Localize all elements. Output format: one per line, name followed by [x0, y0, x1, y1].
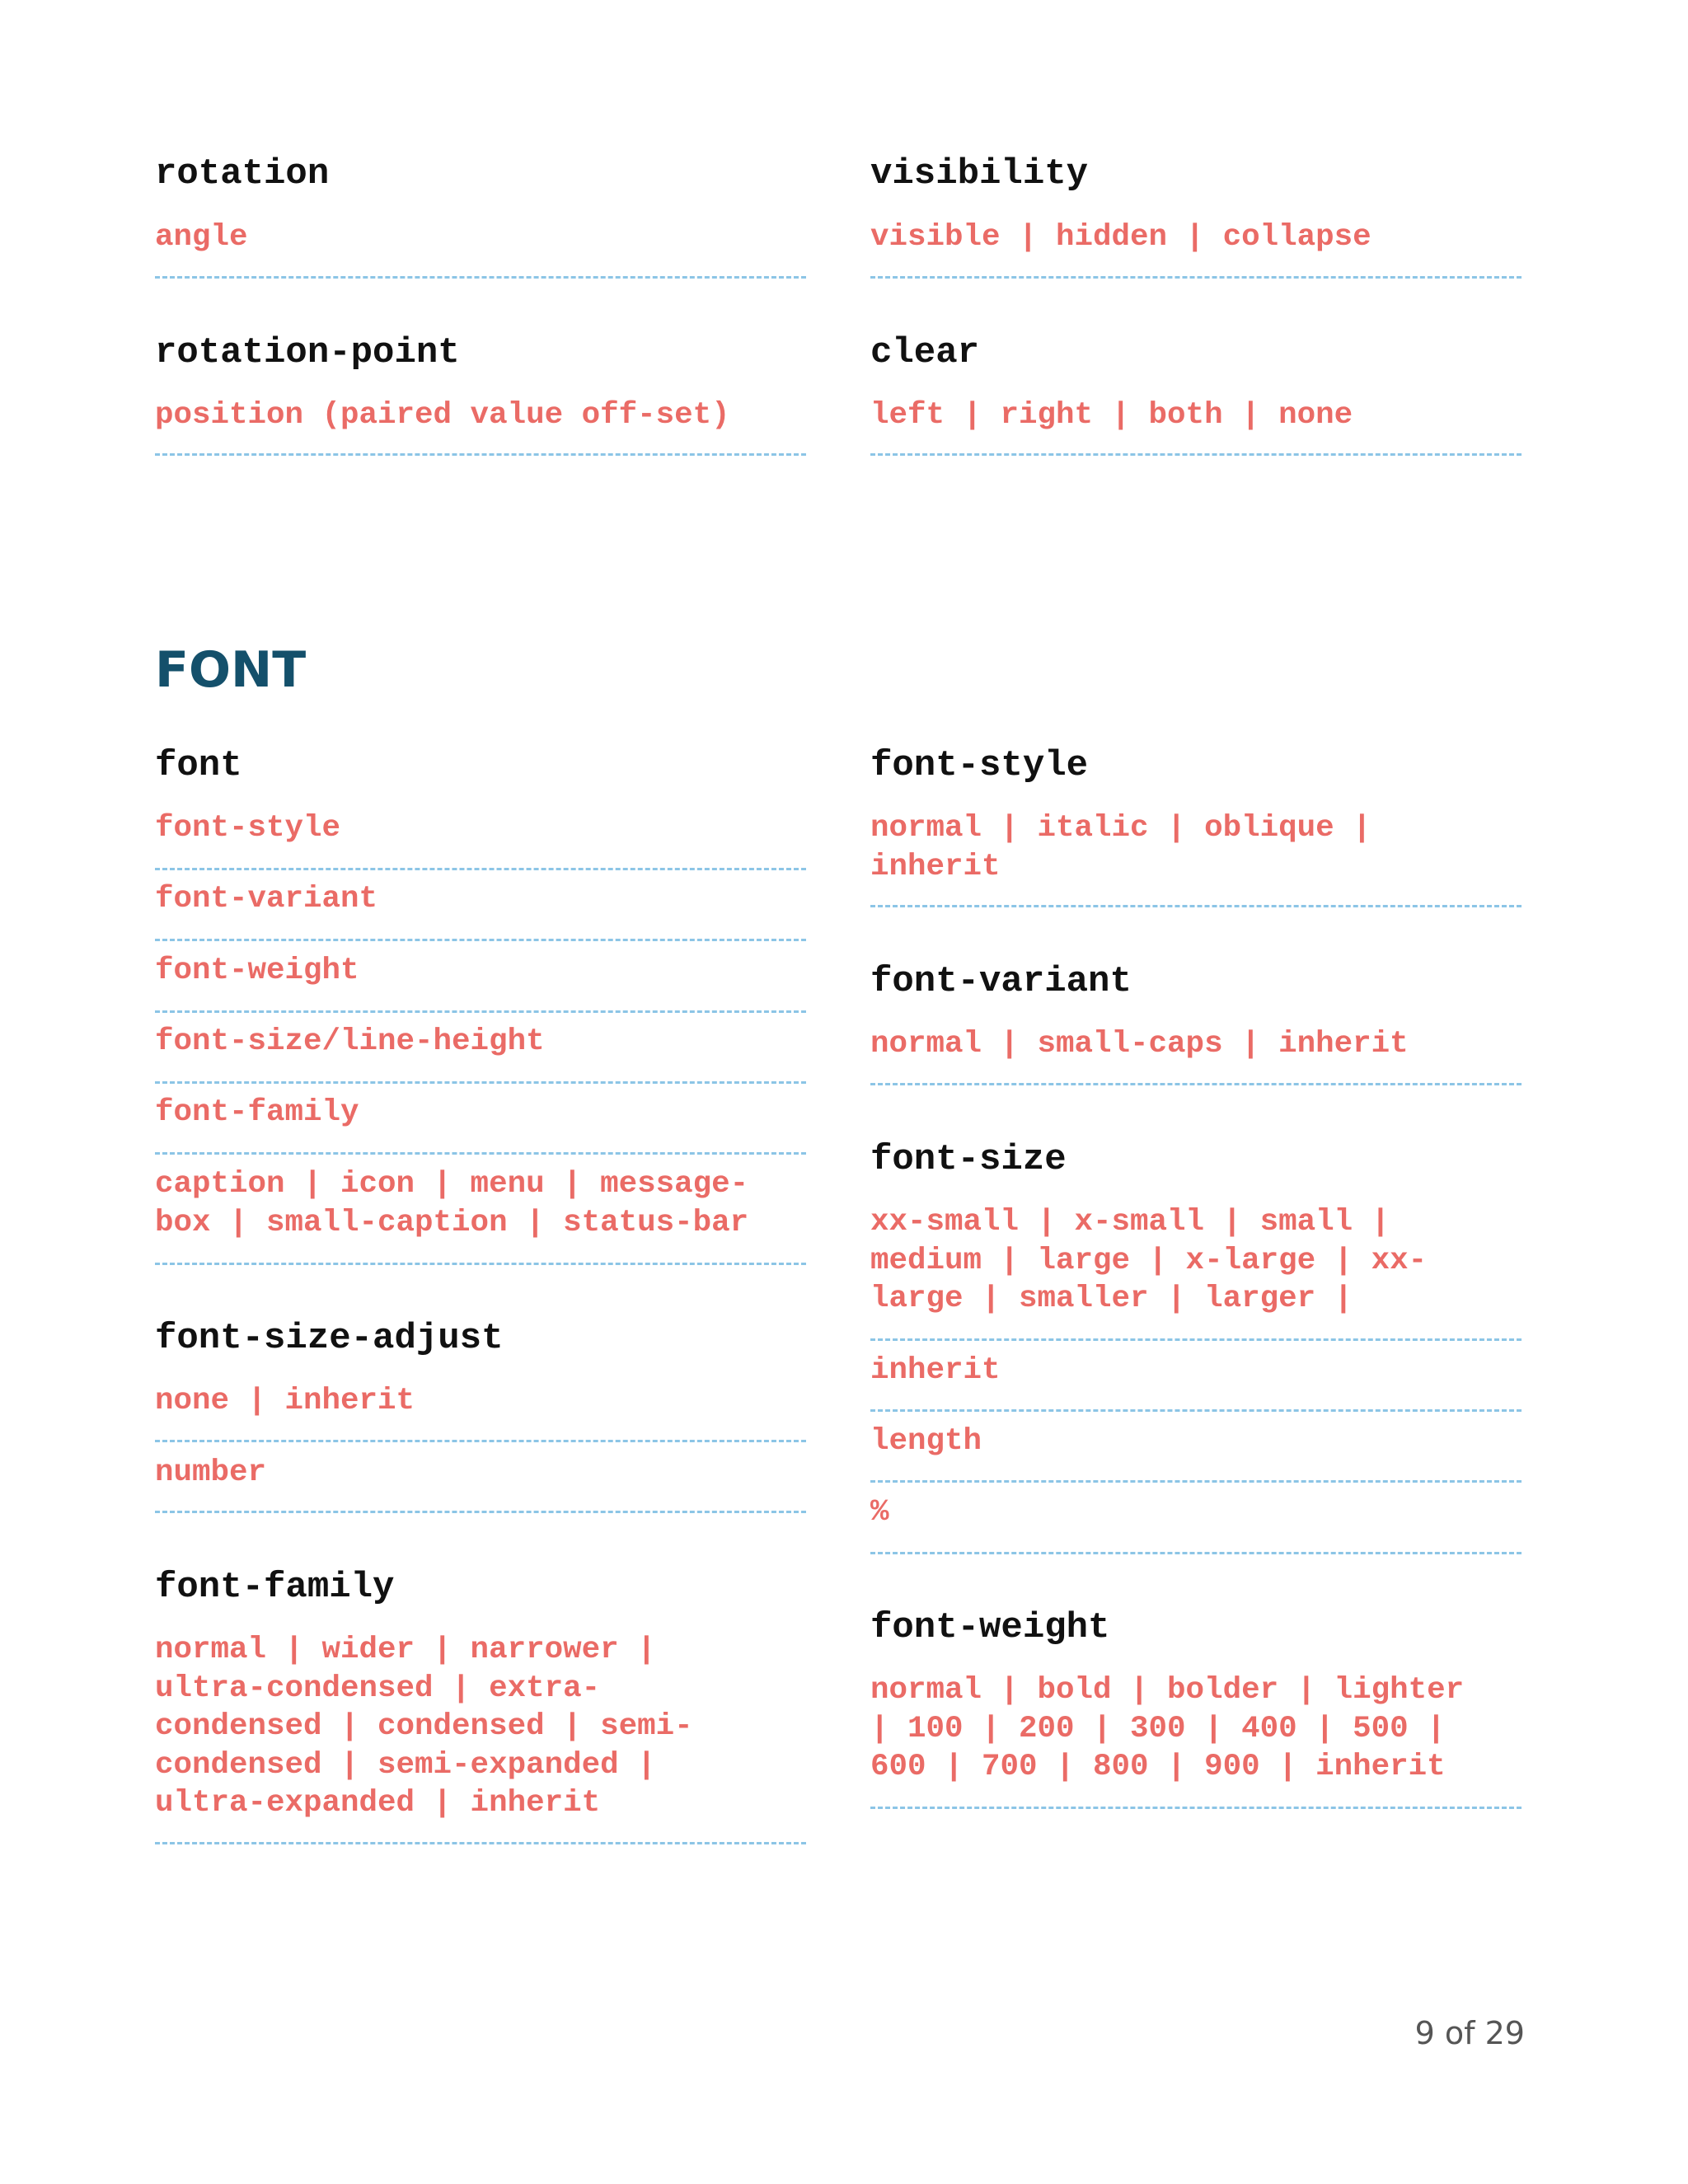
- dashed-divider: [870, 1409, 1522, 1412]
- dashed-divider: [155, 276, 806, 279]
- property-value: font-family: [155, 1095, 359, 1130]
- dashed-divider: [155, 1081, 806, 1084]
- dashed-divider: [155, 1440, 806, 1442]
- dashed-divider: [155, 1263, 806, 1265]
- page-number: 9 of 29: [1414, 2015, 1525, 2051]
- dashed-divider: [870, 453, 1522, 456]
- property-value: font-style: [155, 811, 341, 846]
- dashed-divider: [155, 1010, 806, 1013]
- dashed-divider: [870, 1083, 1522, 1085]
- property-value: font-variant: [155, 882, 378, 916]
- property-name-font: font: [155, 745, 242, 786]
- dashed-divider: [155, 453, 806, 456]
- property-name-rotation: rotation: [155, 153, 330, 194]
- property-value: inherit: [870, 1353, 1001, 1388]
- dashed-divider: [155, 1511, 806, 1513]
- property-name-font-weight: font-weight: [870, 1607, 1110, 1648]
- property-value: font-size/line-height: [155, 1024, 545, 1059]
- dashed-divider: [870, 1338, 1522, 1341]
- property-value: xx-small | x-small | small | medium | large | x-large | xx- large | smaller | larger |: [870, 1205, 1428, 1316]
- property-name-font-size-adjust: font-size-adjust: [155, 1318, 504, 1359]
- property-name-clear: clear: [870, 332, 980, 373]
- property-name-font-variant: font-variant: [870, 961, 1132, 1002]
- property-name-font-size: font-size: [870, 1139, 1067, 1180]
- property-value: normal | wider | narrower | ultra-condensed | extra- condensed | condensed | semi- condensed | semi-expanded | ultra-expanded | inherit: [155, 1633, 693, 1821]
- property-name-visibility: visibility: [870, 153, 1089, 194]
- property-value: font-weight: [155, 954, 359, 988]
- dashed-divider: [870, 905, 1522, 907]
- dashed-divider: [870, 1552, 1522, 1554]
- dashed-divider: [155, 1842, 806, 1844]
- property-name-rotation-point: rotation-point: [155, 332, 460, 373]
- property-value: normal | bold | bolder | lighter | 100 | 200 | 300 | 400 | 500 | 600 | 700 | 800 | 900 | inherit: [870, 1673, 1465, 1784]
- property-value: position (paired value off-set): [155, 398, 730, 433]
- section-title: FONT: [155, 641, 307, 699]
- property-value: number: [155, 1455, 267, 1490]
- property-value: angle: [155, 220, 248, 255]
- dashed-divider: [155, 939, 806, 941]
- property-value: visible | hidden | collapse: [870, 220, 1372, 255]
- property-value: normal | italic | oblique | inherit: [870, 811, 1372, 884]
- dashed-divider: [870, 276, 1522, 279]
- dashed-divider: [870, 1480, 1522, 1483]
- property-value: none | inherit: [155, 1384, 415, 1418]
- dashed-divider: [155, 868, 806, 870]
- dashed-divider: [870, 1807, 1522, 1809]
- property-value: %: [870, 1495, 889, 1530]
- property-name-font-style: font-style: [870, 745, 1089, 786]
- property-value: caption | icon | menu | message- box | small-caption | status-bar: [155, 1167, 749, 1240]
- property-value: left | right | both | none: [870, 398, 1353, 433]
- property-value: length: [870, 1424, 982, 1459]
- dashed-divider: [155, 1152, 806, 1155]
- property-value: normal | small-caps | inherit: [870, 1027, 1409, 1062]
- property-name-font-family: font-family: [155, 1567, 395, 1608]
